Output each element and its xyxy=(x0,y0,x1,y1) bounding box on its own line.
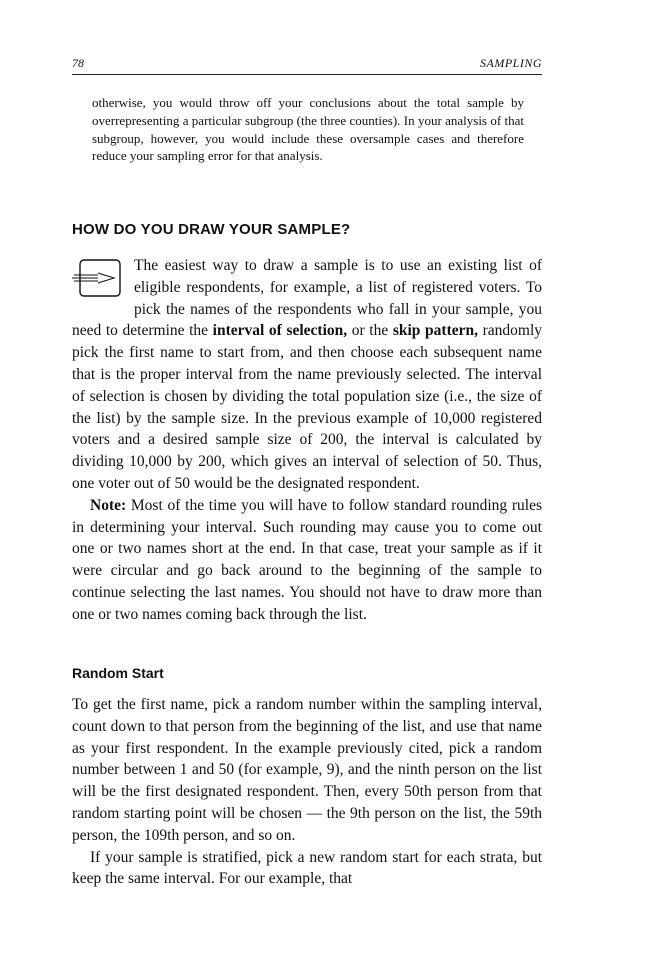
subheading-random-start: Random Start xyxy=(72,665,164,681)
indented-paragraph: otherwise, you would throw off your conclusions about the total sample by overrepresenting a particular subgroup (the three counties). In your analysis of that subgroup, however, you would include these oversample cases and therefore reduce your sampling error for that analysis. xyxy=(92,95,524,164)
random-start-paragraph: To get the first name, pick a random number within the sampling interval, count down to that person from the beginning of the list, and use that name as your first respondent. In the example previously cited, pick a random number between 1 and 50 (for example, 9), and the ninth person on the list will be the first designated respondent. Then, every 50th person from that random starting point will be chosen — the 9th person on the list, the 59th person, the 109th person, and so on. xyxy=(72,696,542,844)
paragraph-text: The easiest way to draw a sample is to use an existing list of eligible respondents, for example, a list of registered voters. To pick the names of the respondents who fall in your sample, you need to determine the xyxy=(72,257,542,340)
section-heading: HOW DO YOU DRAW YOUR SAMPLE? xyxy=(72,221,351,238)
page-header xyxy=(72,56,542,75)
term-skip-pattern: skip pattern, xyxy=(392,322,478,340)
running-title: SAMPLING xyxy=(480,56,542,70)
note-text: Most of the time you will have to follow standard rounding rules in determining your interval. Such rounding may cause you to come out one or two names short at the end. In that case, treat your sample as if it were circular and go back around to the beginning of the sample to continue selecting the last names. You should not have to draw more than one or two names coming back through the list. xyxy=(72,496,542,623)
paragraph-text: or the xyxy=(347,322,393,340)
note-label: Note: xyxy=(90,496,127,514)
paragraph-text: randomly pick the first name to start from, and then choose each subsequent name that is the proper interval from the name previously selected. The interval of selection is chosen by dividing the total population size (i.e., the size of the list) by the sample size. In the previous example of 10,000 registered voters and a desired sample size of 200, the interval is calculated by dividing 10,000 by 200, which gives an interval of selection of 50. Thus, one voter out of 50 would be the designated respondent. xyxy=(72,322,542,492)
stratified-paragraph: If your sample is stratified, pick a new random start for each strata, but keep the same interval. For our example, that xyxy=(72,848,542,888)
paragraph-interval xyxy=(72,255,542,495)
note-paragraph xyxy=(72,495,542,626)
random-start-body xyxy=(72,694,542,890)
main-body xyxy=(72,255,542,626)
page-number: 78 xyxy=(72,56,84,70)
term-interval-of-selection: interval of selection, xyxy=(212,322,348,340)
